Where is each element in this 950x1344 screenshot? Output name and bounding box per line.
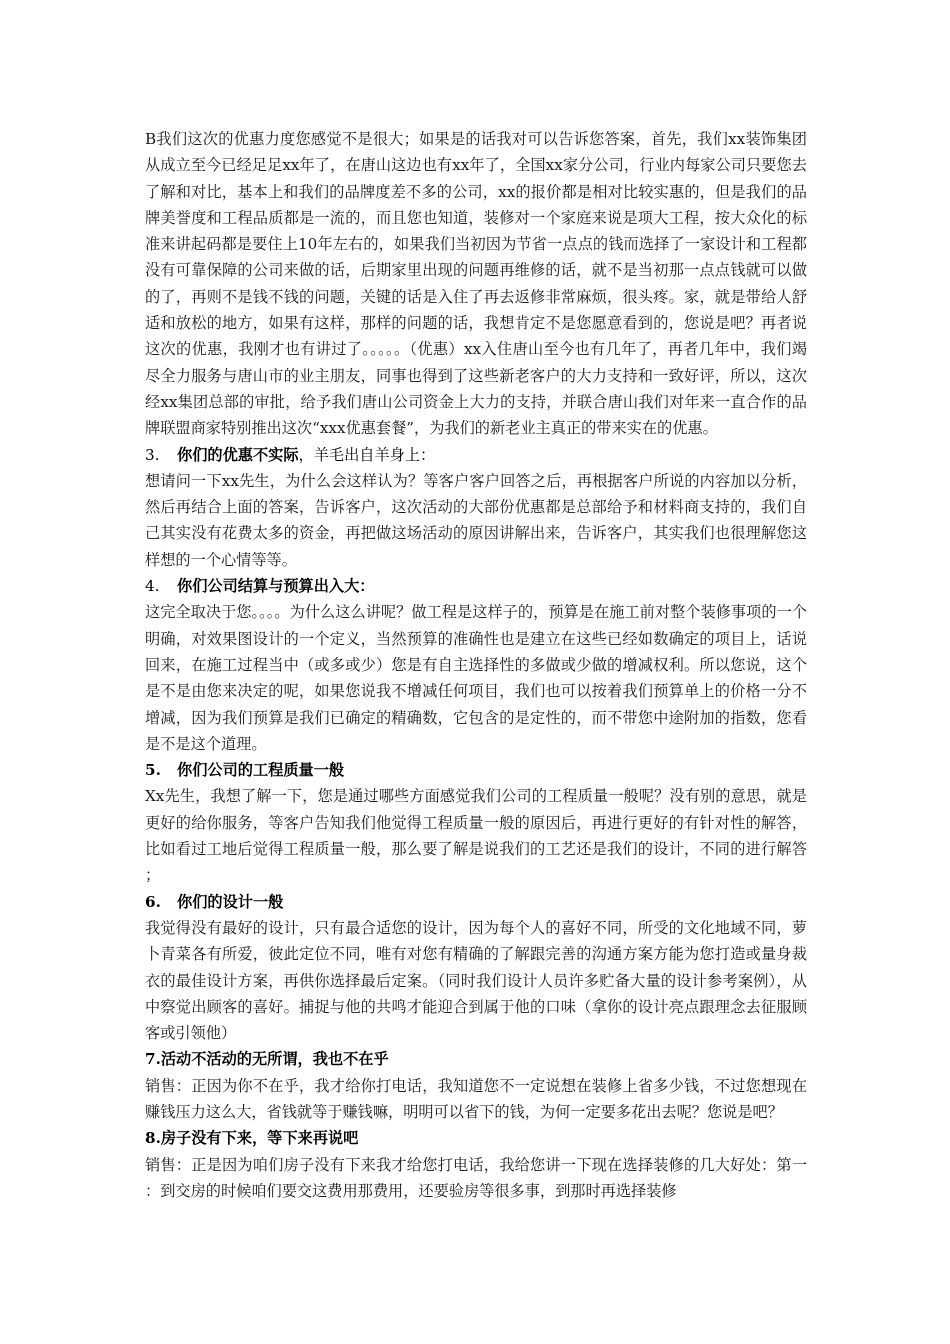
heading-5-text: 你们公司的工程质量一般 bbox=[177, 761, 345, 780]
heading-3 bbox=[145, 442, 807, 468]
heading-6 bbox=[145, 889, 807, 915]
paragraph-5: Xx先生，我想了解一下，您是通过哪些方面感觉我们公司的工程质量一般呢？没有别的意思，就是更好的给你服务，等客户告知我们他觉得工程质量一般的原因后，再进行更好的有针对性的解答，比如看过工地后觉得工程质量一般，那么要了解是说我们的工艺还是我们的设计，不同的进行解答； bbox=[145, 787, 807, 885]
heading-3-number: 3. bbox=[145, 445, 160, 464]
heading-5 bbox=[145, 757, 807, 783]
heading-3-rest: ，羊毛出自羊身上： bbox=[298, 445, 436, 464]
paragraph-b: B我们这次的优惠力度您感觉不是很大；如果是的话我对可以告诉您答案，首先，我们xx装饰集团从成立至今已经足足xx年了，在唐山这边也有xx年了，全国xx家分公司，行业内每家公司只要您去了解和对比，基本上和我们的品牌度差不多的公司，xx的报价都是相对比较实惠的，但是我们的品牌美誉度和工程品质都是一流的，而且您也知道，装修对一个家庭来说是项大工程，按大众化的标准来讲起码都是要住上10年左右的，如果我们当初因为节省一点点的钱而选择了一家设计和工程都没有可靠保障的公司来做的话，后期家里出现的问题再维修的话，就不是当初那一点点钱就可以做的了，再则不是钱不钱的问题，关键的话是入住了再去返修非常麻烦，很头疼。家，就是带给人舒适和放松的地方，如果有这样，那样的问题的话，我想肯定不是您愿意看到的，您说是吧？再者说这次的优惠，我刚才也有讲过了。。。。。（优惠）xx入住唐山至今也有几年了，再者几年中，我们竭尽全力服务与唐山市的业主朋友，同事也得到了这些新老客户的大力支持和一致好评，所以，这次经xx集团总部的审批，给予我们唐山公司资金上大力的支持，并联合唐山我们对年来一直合作的品牌联盟商家特别推出这次“xxx优惠套餐”，为我们的新老业主真正的带来实在的优惠。 bbox=[145, 130, 807, 438]
paragraph-3: 想请问一下xx先生，为什么会这样认为？等客户客户回答之后，再根据客户所说的内容加以分析，然后再结合上面的答案，告诉客户，这次活动的大部份优惠都是总部给予和材料商支持的，我们自己其实没有花费太多的资金，再把做这场活动的原因讲解出来，告诉客户，其实我们也很理解您这样想的一个心情等等。 bbox=[145, 471, 807, 569]
heading-6-number: 6. bbox=[145, 892, 161, 911]
paragraph-7: 销售：正因为你不在乎，我才给你打电话，我知道您不一定说想在装修上省多少钱，不过您想现在赚钱压力这么大，省钱就等于赚钱嘛，明明可以省下的钱，为何一定要多花出去呢？您说是吧？ bbox=[145, 1076, 807, 1121]
heading-4-number: 4. bbox=[145, 577, 160, 596]
heading-6-text: 你们的设计一般 bbox=[177, 892, 284, 911]
heading-4-text: 你们公司结算与预算出入大： bbox=[177, 577, 375, 596]
paragraph-8: 销售：正是因为咱们房子没有下来我才给您打电话，我给您讲一下现在选择装修的几大好处：第一：到交房的时候咱们要交这费用那费用，还要验房等很多事，到那时再选择装修 bbox=[145, 1155, 807, 1200]
paragraph-4: 这完全取决于您。。。。为什么这么讲呢？做工程是这样子的，预算是在施工前对整个装修事项的一个明确，对效果图设计的一个定义，当然预算的准确性也是建立在这些已经如数确定的项目上，话说回来，在施工过程当中（或多或少）您是有自主选择性的多做或少做的增减权利。所以您说，这个是不是由您来决定的呢，如果您说我不增减任何项目，我们也可以按着我们预算单上的价格一分不增减，因为我们预算是我们已确定的精确数，它包含的是定性的，而不带您中途附加的指数，您看是不是这个道理。 bbox=[145, 603, 807, 753]
heading-3-bold: 你们的优惠不实际 bbox=[177, 445, 299, 464]
paragraph-6: 我觉得没有最好的设计，只有最合适您的设计，因为每个人的喜好不同，所受的文化地域不同，萝卜青菜各有所爱，彼此定位不同，唯有对您有精确的了解跟完善的沟通方案方能为您打造或量身裁衣的最佳设计方案，再供你选择最后定案。（同时我们设计人员许多贮备大量的设计参考案例），从中察觉出顾客的喜好。捕捉与他的共鸣才能迎合到属于他的口味（拿你的设计亮点跟理念去征服顾客或引领他） bbox=[145, 918, 807, 1043]
heading-8: 8.房子没有下来，等下来再说吧 bbox=[145, 1129, 359, 1148]
document-page bbox=[145, 126, 807, 1204]
heading-7: 7.活动不活动的无所谓，我也不在乎 bbox=[145, 1050, 389, 1069]
heading-4 bbox=[145, 573, 807, 599]
heading-5-number: 5. bbox=[145, 761, 161, 780]
